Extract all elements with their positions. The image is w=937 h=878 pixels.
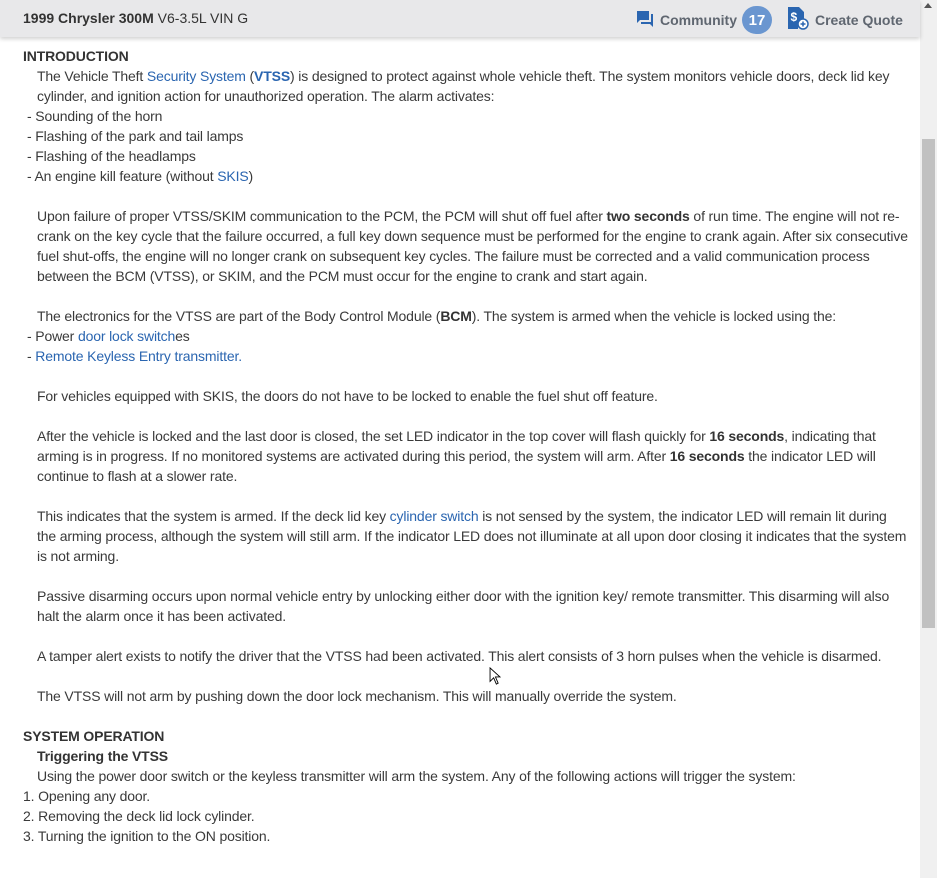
text: - Power (27, 328, 78, 344)
text: the indicator LED will continue to flash at a slower rate. (37, 448, 876, 484)
text: es (175, 328, 190, 344)
list-item: 1. Opening any door. (23, 788, 150, 804)
article-body (23, 46, 908, 846)
scrollbar-thumb[interactable] (922, 139, 935, 628)
chat-icon (636, 10, 654, 31)
paragraph: A tamper alert exists to notify the driver that the VTSS had been activated. This alert consists of 3 horn pulses when the vehicle is disarmed. (37, 648, 882, 664)
vehicle-title (23, 10, 248, 26)
door-lock-switch-link[interactable]: door lock switch (77, 328, 176, 344)
text: is not sensed by the system, the indicator LED will remain lit during the arming process, although the system will still arm. If the indicator LED does not illuminate at all upon door closing it indicates that the system is not arming. (37, 508, 907, 564)
create-quote-button[interactable] (787, 6, 903, 33)
community-label: Community (660, 12, 737, 28)
paragraph: For vehicles equipped with SKIS, the doors do not have to be locked to enable the fuel shut off feature. (37, 388, 658, 404)
list-item (23, 326, 908, 346)
paragraph (23, 506, 908, 566)
paragraph (23, 66, 908, 106)
list-item: 3. Turning the ignition to the ON position. (23, 828, 271, 844)
paragraph (23, 206, 908, 286)
list-item (23, 166, 908, 186)
list-item: - Sounding of the horn (27, 108, 163, 124)
mouse-pointer-icon (489, 667, 501, 685)
list-item: 2. Removing the deck lid lock cylinder. (23, 808, 255, 824)
paragraph: The VTSS will not arm by pushing down the door lock mechanism. This will manually override the system. (37, 688, 677, 704)
text: VTSS (254, 68, 291, 84)
community-count-badge: 17 (742, 6, 772, 34)
text: ( (245, 68, 255, 84)
scroll-up-arrow-icon[interactable] (924, 3, 932, 8)
text: ). The system is armed when the vehicle is locked using the: (471, 308, 836, 324)
subsection-heading: Triggering the VTSS (37, 748, 168, 764)
text: Upon failure of proper VTSS/SKIM communication to the PCM, the PCM will shut off fuel after (37, 208, 607, 224)
svg-text:$: $ (790, 10, 798, 24)
quote-dollar-icon (787, 6, 809, 33)
vtss-link[interactable] (254, 68, 290, 84)
text: 16 seconds (669, 448, 745, 464)
text: This indicates that the system is armed. If the deck lid key (37, 508, 390, 524)
community-button[interactable] (636, 6, 772, 34)
text: The Vehicle Theft (37, 68, 147, 84)
text: After the vehicle is locked and the last door is closed, the set LED indicator in the top cover will flash quickly for (37, 428, 710, 444)
list-item: - Flashing of the headlamps (27, 148, 196, 164)
list-item (23, 346, 908, 366)
section-heading: INTRODUCTION (23, 48, 129, 64)
paragraph: Passive disarming occurs upon normal vehicle entry by unlocking either door with the ignition key/ remote transmitter. This disarming will also halt the alarm once it has been activated. (37, 588, 890, 624)
text: , indicating that arming is in progress. If no monitored systems are activated during this period, the system will arm. After (37, 428, 876, 464)
text: - An engine kill feature (without (27, 168, 218, 184)
text: 16 seconds (709, 428, 785, 444)
section-heading: SYSTEM OPERATION (23, 728, 165, 744)
text: two seconds (606, 208, 690, 224)
remote-keyless-entry-link[interactable]: Remote Keyless Entry transmitter. (35, 348, 242, 364)
text: The electronics for the VTSS are part of the Body Control Module ( (37, 308, 441, 324)
cylinder-switch-link[interactable]: cylinder switch (389, 508, 479, 524)
skis-link[interactable]: SKIS (217, 168, 249, 184)
text: - (27, 348, 36, 364)
paragraph (23, 306, 908, 326)
text: ) (248, 168, 254, 184)
security-system-link[interactable]: Security System (146, 68, 246, 84)
text: ) is designed to protect against whole vehicle theft. The system monitors vehicle doors, deck lid key cylinder, and ignition action for unauthorized operation. The alarm activates: (37, 68, 890, 104)
list-item: - Flashing of the park and tail lamps (27, 128, 244, 144)
text: BCM (440, 308, 472, 324)
vertical-scrollbar[interactable] (920, 0, 937, 878)
text: of run time. The engine will not re-crank on the key cycle that the failure occurred, a full key down sequence must be performed for the engine to crank again. After six consecutive fuel shut-offs, the engine will no longer crank on subsequent key cycles. The failure must be corrected and a valid communication process between the BCM (VTSS), or SKIM, and the PCM must occur for the engine to crank and start again. (37, 208, 908, 284)
paragraph: Using the power door switch or the keyless transmitter will arm the system. Any of the following actions will trigger the system: (37, 768, 796, 784)
top-bar (0, 0, 920, 37)
vehicle-engine: V6-3.5L VIN G (153, 10, 249, 26)
create-quote-label: Create Quote (815, 11, 903, 28)
paragraph (23, 426, 908, 486)
vehicle-model: 1999 Chrysler 300M (23, 10, 154, 26)
